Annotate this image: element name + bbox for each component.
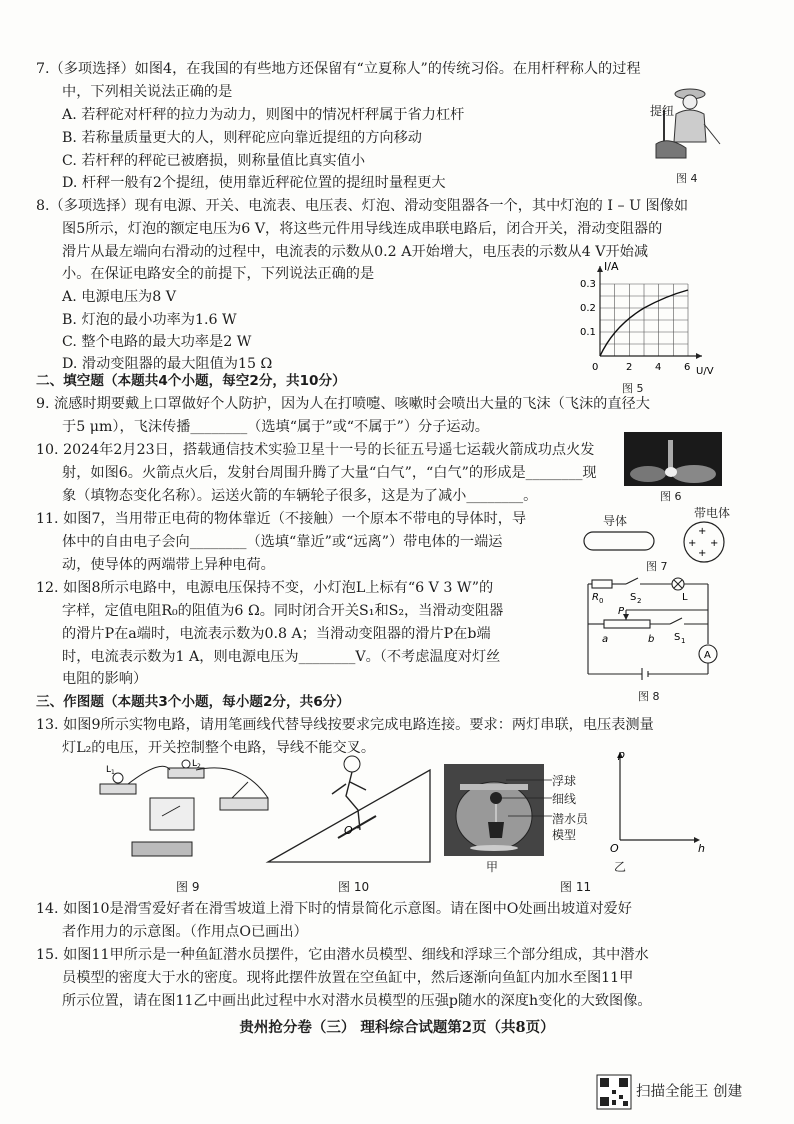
q8-line3: 滑片从最左端向右滑动的过程中，电流表的示数从0.2 A开始增大，电压表的示数从4 V开始减 xyxy=(62,244,649,260)
figure-6-rocket-photo xyxy=(624,432,722,486)
q7-option-c: C. 若杆秤的秤砣已被磨损，则称量值比真实值小 xyxy=(62,153,366,169)
figure-11-ph-axes xyxy=(608,748,708,854)
q15-line1: 15. 如图11甲所示是一种鱼缸潜水员摆件，它由潜水员模型、细线和浮球三个部分组成，其中潜水 xyxy=(36,947,649,963)
svg-text:U/V: U/V xyxy=(696,366,714,377)
section-3-heading: 三、作图题（本题共3个小题，每小题2分，共6分） xyxy=(36,694,350,710)
q9-line1: 9. 流感时期要戴上口罩做好个人防护，因为人在打喷嚏、咳嗽时会喷出大量的飞沫（飞沫的直径大 xyxy=(36,396,650,412)
svg-text:S: S xyxy=(674,632,681,643)
svg-text:O: O xyxy=(344,824,353,837)
svg-text:h: h xyxy=(698,842,705,855)
q13-line2: 灯L₂的电压，开关控制整个电路，导线不能交叉。 xyxy=(62,740,376,756)
figure-11-jia-label: 甲 xyxy=(486,860,499,874)
q12-line3: 的滑片P在a端时，电流表示数为0.8 A；当滑动变阻器的滑片P在b端 xyxy=(62,626,491,642)
svg-text:I/A: I/A xyxy=(604,260,619,273)
q10-line2: 射，如图6。火箭点火后，发射台周围升腾了大量“白气”，“白气”的形成是________现 xyxy=(62,465,597,481)
svg-text:+: + xyxy=(698,548,707,559)
q8-option-d: D. 滑动变阻器的最大阻值为15 Ω xyxy=(62,356,273,372)
svg-text:0: 0 xyxy=(592,362,599,373)
svg-text:0.3: 0.3 xyxy=(580,279,596,290)
svg-text:b: b xyxy=(648,634,655,645)
svg-text:2: 2 xyxy=(197,763,201,770)
qr-code-icon xyxy=(597,1075,631,1109)
figure-5-iu-graph xyxy=(570,256,714,382)
q7-line2: 中，下列相关说法正确的是 xyxy=(62,84,233,100)
q10-line1: 10. 2024年2月23日，搭载通信技术实验卫星十一号的长征五号遥七运载火箭成功点火发 xyxy=(36,442,595,458)
q8-line2: 图5所示，灯泡的额定电压为6 V，将这些元件用导线连成串联电路后，闭合开关，滑动变阻器的 xyxy=(62,221,663,237)
q15-line2: 员模型的密度大于水的密度。现将此摆件放置在空鱼缸中，然后逐渐向鱼缸内加水至图11甲 xyxy=(62,970,634,986)
page-footer: 贵州抢分卷（三） 理科综合试题第2页（共8页） xyxy=(239,1019,555,1036)
figure-7-caption: 图 7 xyxy=(646,560,668,573)
svg-text:+: + xyxy=(698,526,707,537)
scanner-watermark: 扫描全能王 创建 xyxy=(636,1084,743,1100)
q8-line4: 小。在保证电路安全的前提下，下列说法正确的是 xyxy=(62,266,375,282)
q7-option-d: D. 杆秤一般有2个提纽，使用靠近秤砣位置的提纽时量程更大 xyxy=(62,175,446,191)
svg-text:+: + xyxy=(710,538,719,549)
q13-line1: 13. 如图9所示实物电路，请用笔画线代替导线按要求完成电路连接。要求：两灯串联，电压表测量 xyxy=(36,717,654,733)
figure-11-diver-label-2: 模型 xyxy=(552,828,577,842)
figure-5-caption: 图 5 xyxy=(622,382,644,395)
figure-7-charged-label: 带电体 xyxy=(694,506,731,520)
figure-11-diver-label-1: 潜水员 xyxy=(552,812,589,826)
svg-text:R: R xyxy=(592,592,599,603)
svg-text:a: a xyxy=(602,634,609,645)
q8-option-b: B. 灯泡的最小功率为1.6 W xyxy=(62,312,237,328)
figure-6-caption: 图 6 xyxy=(660,490,682,503)
q11-line2: 体中的自由电子会向________（选填“靠近”或“远离”）带电体的一端运 xyxy=(62,534,503,550)
svg-text:P: P xyxy=(618,606,625,617)
svg-text:4: 4 xyxy=(655,362,662,373)
figure-7-conductor-label: 导体 xyxy=(603,514,628,528)
figure-9-circuit-parts xyxy=(92,760,278,870)
q14-line1: 14. 如图10是滑雪爱好者在滑雪坡道上滑下时的情景简化示意图。请在图中O处画出坡道对爱好 xyxy=(36,901,632,917)
q8-line1: 8.（多项选择）现有电源、开关、电流表、电压表、灯泡、滑动变阻器各一个，其中灯泡的 I – U 图像如 xyxy=(36,198,689,214)
svg-text:S: S xyxy=(630,592,637,603)
svg-text:1: 1 xyxy=(681,637,686,645)
svg-text:6: 6 xyxy=(684,362,691,373)
figure-11-yi-label: 乙 xyxy=(614,860,627,874)
svg-text:L: L xyxy=(192,759,198,769)
figure-11-caption: 图 11 xyxy=(560,880,592,894)
svg-text:0.2: 0.2 xyxy=(580,303,596,314)
svg-text:A: A xyxy=(704,650,711,661)
q7-option-b: B. 若称量质量更大的人，则秤砣应向靠近提纽的方向移动 xyxy=(62,130,422,146)
q11-line1: 11. 如图7，当用带正电荷的物体靠近（不接触）一个原本不带电的导体时，导 xyxy=(36,511,527,527)
q8-option-c: C. 整个电路的最大功率是2 W xyxy=(62,334,252,350)
svg-text:2: 2 xyxy=(626,362,633,373)
q15-line3: 所示位置，请在图11乙中画出此过程中水对潜水员模型的压强p随水的深度h变化的大致图像。 xyxy=(62,993,652,1009)
svg-text:L: L xyxy=(106,765,112,775)
figure-4-label: 提纽 xyxy=(650,104,675,118)
figure-11-label-pointers xyxy=(494,776,554,826)
q10-line3: 象（填物态变化名称）。运送火箭的车辆轮子很多，这是为了减小________。 xyxy=(62,488,538,504)
figure-10-ski-slope xyxy=(266,750,434,868)
figure-11-line-label: 细线 xyxy=(552,792,577,806)
figure-8-circuit xyxy=(584,574,718,684)
figure-4-illustration xyxy=(646,84,726,164)
q8-option-a: A. 电源电压为8 V xyxy=(62,289,176,305)
svg-text:+: + xyxy=(688,538,697,549)
figure-11-float-label: 浮球 xyxy=(552,774,577,788)
q7-line1: 7.（多项选择）如图4，在我国的有些地方还保留有“立夏称人”的传统习俗。在用杆秤称人的过程 xyxy=(36,61,641,77)
q9-line2: 于5 μm），飞沫传播________（选填“属于”或“不属于”）分子运动。 xyxy=(62,419,489,435)
q14-line2: 者作用力的示意图。（作用点O已画出） xyxy=(62,924,308,940)
q12-line2: 字样，定值电阻R₀的阻值为6 Ω。同时闭合开关S₁和S₂，当滑动变阻器 xyxy=(62,603,504,619)
svg-text:1: 1 xyxy=(111,769,115,776)
svg-text:p: p xyxy=(618,748,625,761)
svg-text:O: O xyxy=(610,842,619,855)
section-2-heading: 二、填空题（本题共4个小题，每空2分，共10分） xyxy=(36,373,346,389)
svg-text:2: 2 xyxy=(637,597,642,605)
q12-line4: 时，电流表示数为1 A，则电源电压为________V。（不考虑温度对灯丝 xyxy=(62,649,501,665)
q12-line1: 12. 如图8所示电路中，电源电压保持不变，小灯泡L上标有“6 V 3 W”的 xyxy=(36,580,494,596)
q12-line5: 电阻的影响） xyxy=(62,671,148,687)
figure-4-caption: 图 4 xyxy=(676,172,698,185)
q11-line3: 动，使导体的两端带上异种电荷。 xyxy=(62,557,275,573)
svg-text:L: L xyxy=(682,592,688,603)
q7-option-a: A. 若秤砣对杆秤的拉力为动力，则图中的情况杆秤属于省力杠杆 xyxy=(62,107,465,123)
svg-text:0.1: 0.1 xyxy=(580,327,596,338)
svg-text:0: 0 xyxy=(599,597,604,605)
figure-9-caption: 图 9 xyxy=(176,880,200,894)
figure-10-caption: 图 10 xyxy=(338,880,370,894)
figure-8-caption: 图 8 xyxy=(638,690,660,703)
